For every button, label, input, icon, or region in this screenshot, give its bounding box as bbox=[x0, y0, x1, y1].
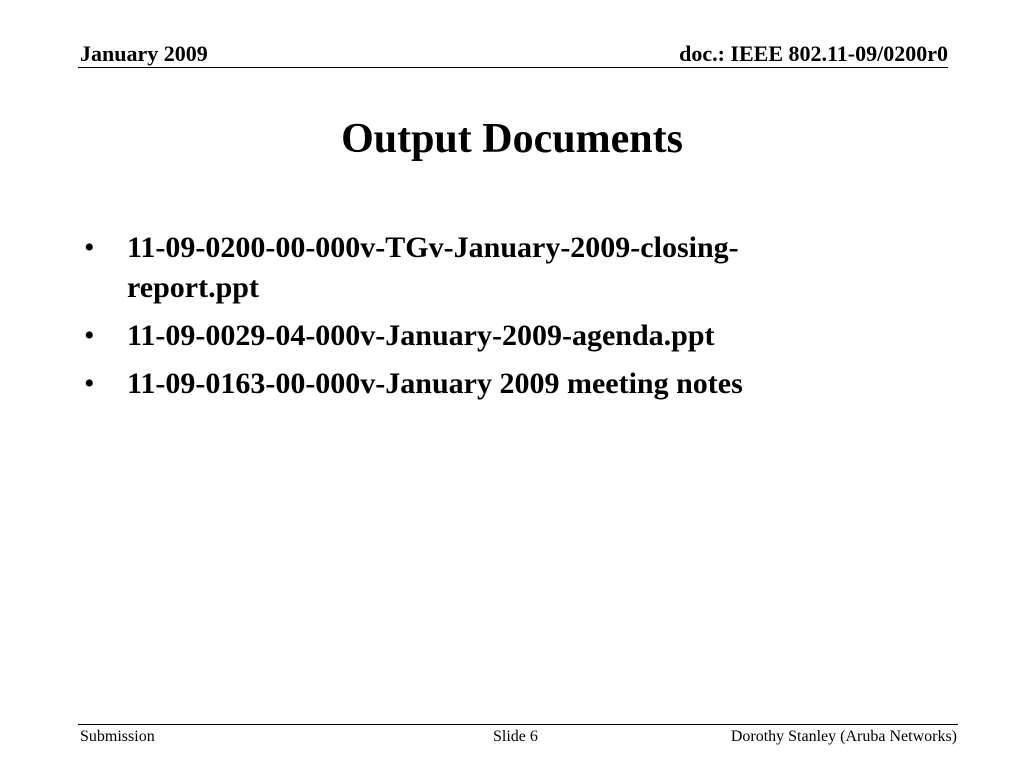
bullet-text: 11-09-0200-00-000v-TGv-January-2009-closing-report.ppt bbox=[127, 231, 739, 304]
bullet-text: 11-09-0163-00-000v-January 2009 meeting notes bbox=[127, 367, 743, 400]
header-date: January 2009 bbox=[80, 41, 208, 66]
slide-title: Output Documents bbox=[341, 116, 683, 162]
header-doc-id: doc.: IEEE 802.11-09/0200r0 bbox=[679, 41, 948, 66]
footer-slide-number: Slide 6 bbox=[493, 728, 538, 745]
bullet-text: 11-09-0029-04-000v-January-2009-agenda.ppt bbox=[127, 319, 715, 352]
footer-divider bbox=[78, 724, 958, 725]
bullet-icon: • bbox=[84, 319, 95, 352]
footer-author: Dorothy Stanley (Aruba Networks) bbox=[730, 728, 957, 745]
bullet-list bbox=[84, 228, 854, 412]
bullet-item bbox=[84, 364, 854, 404]
bullet-icon: • bbox=[84, 231, 95, 264]
header-divider bbox=[78, 67, 948, 68]
bullet-item bbox=[84, 228, 854, 308]
bullet-item bbox=[84, 316, 854, 356]
bullet-icon: • bbox=[84, 367, 95, 400]
footer-submission: Submission bbox=[80, 728, 155, 745]
